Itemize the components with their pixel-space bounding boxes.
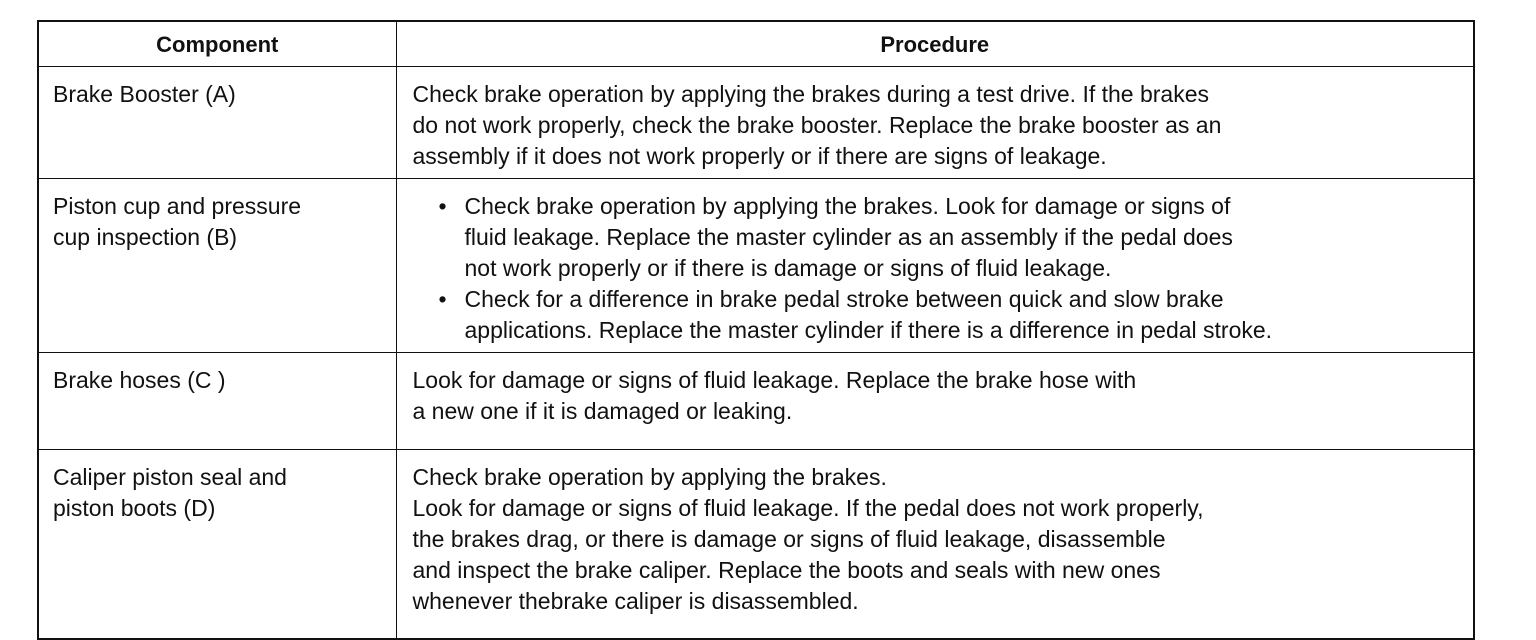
procedure-line: the brakes drag, or there is damage or signs of fluid leakage, disassemble: [412, 526, 1166, 552]
procedure-line: and inspect the brake caliper. Replace the boots and seals with new ones: [412, 557, 1161, 583]
procedure-line: • Check brake operation by applying the brakes. Look for damage or signs of: [464, 193, 1231, 219]
procedure-line: fluid leakage. Replace the master cylinder as an assembly if the pedal does: [464, 224, 1233, 250]
procedure-line: do not work properly, check the brake booster. Replace the brake booster as an: [412, 112, 1222, 138]
procedure-bullet: [439, 284, 1460, 346]
component-line: Piston cup and pressure: [53, 193, 302, 219]
procedure-cell: [396, 353, 1474, 450]
procedure-line: Look for damage or signs of fluid leakage. Replace the brake hose with: [412, 367, 1137, 393]
procedure-cell: [396, 450, 1474, 640]
procedure-line: whenever thebrake caliper is disassembled.: [412, 588, 859, 614]
procedure-bullet: [439, 191, 1460, 284]
header-row: [38, 21, 1474, 67]
header-procedure: Procedure: [396, 21, 1474, 67]
component-cell: [38, 179, 396, 353]
table-row: [38, 67, 1474, 179]
procedure-cell: [396, 179, 1474, 353]
component-line: piston boots (D): [53, 495, 216, 521]
procedure-line: Look for damage or signs of fluid leakage. If the pedal does not work properly,: [412, 495, 1204, 521]
procedure-line: Check brake operation by applying the brakes.: [412, 464, 887, 490]
procedure-line: a new one if it is damaged or leaking.: [412, 398, 793, 424]
component-cell: [38, 67, 396, 179]
component-line: Caliper piston seal and: [53, 464, 287, 490]
component-line: Brake Booster (A): [53, 81, 236, 107]
component-cell: [38, 450, 396, 640]
procedure-line: Check brake operation by applying the brakes during a test drive. If the brakes: [412, 81, 1210, 107]
table-row: [38, 179, 1474, 353]
brake-inspection-table: [37, 20, 1475, 640]
component-line: Brake hoses (C ): [53, 367, 226, 393]
component-cell: [38, 353, 396, 450]
procedure-line: assembly if it does not work properly or if there are signs of leakage.: [412, 143, 1107, 169]
table-row: [38, 450, 1474, 640]
procedure-bullet-list: [413, 191, 1460, 346]
table-row: [38, 353, 1474, 450]
component-line: cup inspection (B): [53, 224, 238, 250]
procedure-line: not work properly or if there is damage or signs of fluid leakage.: [464, 255, 1112, 281]
header-component: Component: [38, 21, 396, 67]
procedure-cell: [396, 67, 1474, 179]
procedure-line: • Check for a difference in brake pedal stroke between quick and slow brake: [464, 286, 1224, 312]
procedure-line: applications. Replace the master cylinder if there is a difference in pedal stroke.: [464, 317, 1273, 343]
